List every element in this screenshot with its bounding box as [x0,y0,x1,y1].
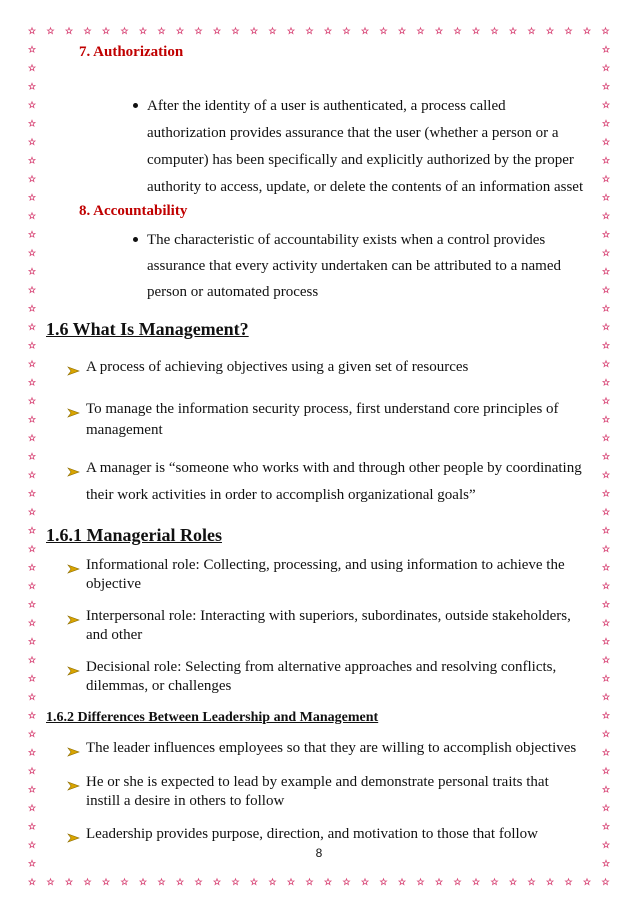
star-border-icon [603,28,609,34]
arrow-bullet-icon [67,744,80,754]
star-border-icon [85,879,91,885]
list-item-line: their work activities in order to accomplish organizational goals” [86,487,476,503]
star-border-icon [603,305,609,311]
authorization-line: authority to access, update, or delete the contents of an information asset [147,179,584,195]
star-border-icon [29,786,35,792]
arrow-bullet-icon [67,612,80,622]
star-border-icon [529,28,535,34]
star-border-icon [603,416,609,422]
star-border-icon [603,176,609,182]
star-border-icon [29,472,35,478]
star-border-icon [48,879,54,885]
star-border-icon [510,28,516,34]
star-border-icon [603,139,609,145]
star-border-icon [584,879,590,885]
star-border-icon [103,28,109,34]
star-border-icon [122,28,128,34]
section-heading-accountability: 8. Accountability [79,203,188,219]
star-border-icon [29,287,35,293]
star-border-icon [29,768,35,774]
star-border-icon [159,28,165,34]
star-border-icon [603,213,609,219]
star-border-icon [603,157,609,163]
star-border-icon [270,879,276,885]
accountability-line: person or automated process [147,284,319,300]
list-item-line: He or she is expected to lead by example and demonstrate personal traits that [86,774,549,790]
star-border-icon [29,620,35,626]
list-item-line: and other [86,627,143,643]
star-border-icon [344,879,350,885]
star-border-icon [307,879,313,885]
star-border-icon [29,305,35,311]
star-border-icon [603,860,609,866]
star-border-icon [29,194,35,200]
star-border-icon [233,879,239,885]
star-border-icon [29,46,35,52]
star-border-icon [29,583,35,589]
arrow-bullet-icon [67,363,80,373]
star-border-icon [603,731,609,737]
star-border-icon [362,879,368,885]
star-border-icon [85,28,91,34]
star-border-icon [307,28,313,34]
star-border-icon [603,361,609,367]
list-item-line: A process of achieving objectives using a given set of resources [86,359,469,375]
star-border-icon [566,28,572,34]
star-border-icon [325,879,331,885]
star-border-icon [455,28,461,34]
star-border-icon [288,28,294,34]
star-border-icon [29,805,35,811]
star-border-icon [29,213,35,219]
star-border-icon [603,620,609,626]
star-border-icon [29,694,35,700]
arrow-bullet-icon [67,778,80,788]
star-border-icon [418,28,424,34]
star-border-icon [381,879,387,885]
star-border-icon [510,879,516,885]
list-item-line: dilemmas, or challenges [86,678,232,694]
star-border-icon [603,657,609,663]
arrow-bullet-icon [67,830,80,840]
star-border-icon [603,268,609,274]
authorization-line: computer) has been specifically and explicitly authorized by the proper [147,152,574,168]
star-border-icon [29,601,35,607]
star-border-icon [603,250,609,256]
star-border-icon [29,398,35,404]
list-item-line: The leader influences employees so that they are willing to accomplish objectives [86,740,577,756]
star-border-icon [251,28,257,34]
star-border-icon [29,823,35,829]
star-border-icon [159,879,165,885]
star-border-icon [29,361,35,367]
star-border-icon [603,453,609,459]
star-border-icon [251,879,257,885]
star-border-icon [29,527,35,533]
star-border-icon [29,453,35,459]
star-border-icon [140,28,146,34]
star-border-icon [48,28,54,34]
star-border-icon [436,28,442,34]
star-border-icon [29,509,35,515]
accountability-line: The characteristic of accountability exists when a control provides [147,232,546,248]
star-border-icon [603,287,609,293]
star-border-icon [436,879,442,885]
accountability-line: assurance that every activity undertaken can be attributed to a named [147,258,561,274]
list-item-line: Decisional role: Selecting from alternative approaches and resolving conflicts, [86,659,557,675]
star-border-icon [214,28,220,34]
authorization-line: authorization provides assurance that the user (whether a person or a [147,125,559,141]
star-border-icon [29,231,35,237]
star-border-icon [603,805,609,811]
heading-what-is-management: 1.6 What Is Management? [46,319,249,339]
star-border-icon [566,879,572,885]
page-number: 8 [315,846,323,860]
star-border-icon [603,564,609,570]
star-border-icon [66,879,72,885]
star-border-icon [603,120,609,126]
star-border-icon [29,176,35,182]
star-border-icon [29,546,35,552]
star-border-icon [418,879,424,885]
star-border-icon [603,102,609,108]
list-item-line: Interpersonal role: Interacting with superiors, subordinates, outside stakeholders, [86,608,571,624]
star-border-icon [29,102,35,108]
star-border-icon [603,379,609,385]
star-border-icon [29,65,35,71]
star-border-icon [344,28,350,34]
list-item-line: instill a desire in others to follow [86,793,285,809]
star-border-icon [29,139,35,145]
star-border-icon [196,879,202,885]
star-border-icon [288,879,294,885]
star-border-icon [603,638,609,644]
star-border-icon [603,435,609,441]
star-border-icon [603,601,609,607]
star-border-icon [177,28,183,34]
star-border-icon [603,768,609,774]
list-item-line: Informational role: Collecting, processing, and using information to achieve the [86,557,565,573]
star-border-icon [603,675,609,681]
star-border-icon [29,860,35,866]
star-border-icon [29,675,35,681]
star-border-icon [584,28,590,34]
star-border-icon [547,28,553,34]
star-border-icon [29,638,35,644]
star-border-icon [29,749,35,755]
star-border-icon [603,472,609,478]
star-border-icon [233,28,239,34]
bullet-dot [133,103,138,108]
star-border-icon [547,879,553,885]
star-border-icon [603,342,609,348]
star-border-icon [29,342,35,348]
heading-leadership-vs-management: 1.6.2 Differences Between Leadership and Management [46,710,379,725]
star-border-icon [603,509,609,515]
star-border-icon [603,83,609,89]
star-border-icon [603,527,609,533]
star-border-icon [381,28,387,34]
star-border-icon [66,28,72,34]
star-border-icon [603,694,609,700]
star-border-icon [29,712,35,718]
star-border-icon [29,564,35,570]
star-border-icon [177,879,183,885]
star-border-icon [29,83,35,89]
arrow-bullet-icon [67,464,80,474]
star-border-icon [603,712,609,718]
star-border-icon [362,28,368,34]
star-border-icon [603,231,609,237]
star-border-icon [29,490,35,496]
star-border-icon [29,879,35,885]
star-border-icon [473,28,479,34]
heading-managerial-roles: 1.6.1 Managerial Roles [46,525,222,545]
star-border-icon [455,879,461,885]
star-border-icon [603,324,609,330]
star-border-icon [29,157,35,163]
star-border-icon [214,879,220,885]
star-border-icon [603,194,609,200]
star-border-icon [603,46,609,52]
star-border-icon [603,490,609,496]
star-border-icon [603,546,609,552]
star-border-icon [29,250,35,256]
list-item-line: Leadership provides purpose, direction, and motivation to those that follow [86,826,538,842]
arrow-bullet-icon [67,663,80,673]
section-heading-authorization: 7. Authorization [79,44,184,60]
star-border-icon [196,28,202,34]
star-border-icon [603,786,609,792]
star-border-icon [270,28,276,34]
star-border-icon [29,657,35,663]
star-border-icon [29,435,35,441]
star-border-icon [603,749,609,755]
star-border-icon [492,879,498,885]
star-border-icon [603,823,609,829]
star-border-icon [29,268,35,274]
star-border-icon [122,879,128,885]
star-border-icon [473,879,479,885]
arrow-bullet-icon [67,561,80,571]
star-border-icon [29,731,35,737]
list-item-line: A manager is “someone who works with and through other people by coordinating [86,460,582,476]
star-border-icon [325,28,331,34]
star-border-icon [492,28,498,34]
list-item-line: To manage the information security process, first understand core principles of [86,401,559,417]
authorization-line: After the identity of a user is authenticated, a process called [147,98,506,114]
star-border-icon [529,879,535,885]
star-border-icon [140,879,146,885]
star-border-icon [603,879,609,885]
star-border-icon [603,583,609,589]
arrow-bullet-icon [67,405,80,415]
star-border-icon [29,379,35,385]
star-border-icon [29,120,35,126]
bullet-dot [133,237,138,242]
list-item-line: objective [86,576,141,592]
star-border-icon [29,416,35,422]
list-item-line: management [86,422,163,438]
star-border-icon [29,28,35,34]
star-border-icon [399,879,405,885]
star-border-icon [603,398,609,404]
star-border-icon [399,28,405,34]
star-border-icon [29,324,35,330]
star-border-icon [603,65,609,71]
star-border-icon [103,879,109,885]
